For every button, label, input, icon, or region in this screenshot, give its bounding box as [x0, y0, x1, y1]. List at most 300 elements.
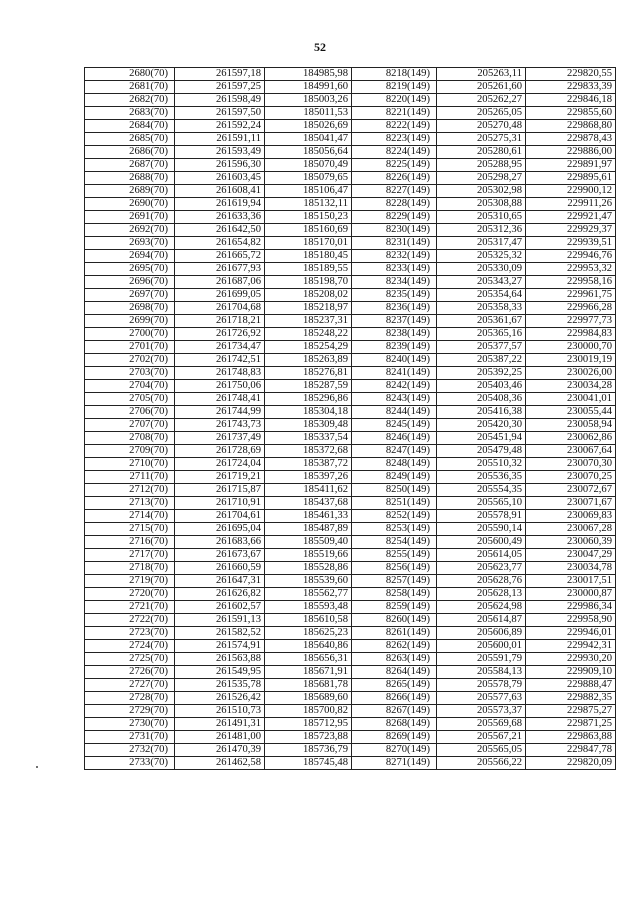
coord-y-a-cell: 185411,62 — [265, 484, 352, 497]
coord-y-b-cell: 229930,20 — [526, 653, 616, 666]
coord-y-a-cell: 185198,70 — [265, 276, 352, 289]
point-id-a-cell: 2685(70) — [85, 133, 175, 146]
point-id-a-cell: 2712(70) — [85, 484, 175, 497]
point-id-b-cell: 8252(149) — [352, 510, 437, 523]
point-id-a-cell: 2700(70) — [85, 328, 175, 341]
coord-x-a-cell: 261724,04 — [175, 458, 265, 471]
point-id-a-cell: 2717(70) — [85, 549, 175, 562]
coord-x-b-cell: 205510,32 — [437, 458, 526, 471]
point-id-a-cell: 2706(70) — [85, 406, 175, 419]
coord-x-b-cell: 205392,25 — [437, 367, 526, 380]
coord-y-a-cell: 185248,22 — [265, 328, 352, 341]
point-id-a-cell: 2709(70) — [85, 445, 175, 458]
table-row — [85, 744, 616, 757]
coord-x-a-cell: 261673,67 — [175, 549, 265, 562]
coord-x-b-cell: 205567,21 — [437, 731, 526, 744]
point-id-a-cell: 2698(70) — [85, 302, 175, 315]
point-id-a-cell: 2687(70) — [85, 159, 175, 172]
coord-x-b-cell: 205600,01 — [437, 640, 526, 653]
coord-y-a-cell: 185712,95 — [265, 718, 352, 731]
table-row — [85, 94, 616, 107]
point-id-a-cell: 2689(70) — [85, 185, 175, 198]
coord-x-a-cell: 261748,83 — [175, 367, 265, 380]
coord-x-b-cell: 205263,11 — [437, 68, 526, 81]
coord-y-b-cell: 229911,26 — [526, 198, 616, 211]
point-id-a-cell: 2714(70) — [85, 510, 175, 523]
table-row — [85, 406, 616, 419]
coord-x-a-cell: 261647,31 — [175, 575, 265, 588]
coord-x-a-cell: 261743,73 — [175, 419, 265, 432]
coord-y-b-cell: 229929,37 — [526, 224, 616, 237]
coord-y-b-cell: 230062,86 — [526, 432, 616, 445]
table-row — [85, 627, 616, 640]
point-id-b-cell: 8263(149) — [352, 653, 437, 666]
point-id-a-cell: 2729(70) — [85, 705, 175, 718]
table-row — [85, 458, 616, 471]
table-row — [85, 718, 616, 731]
coordinates-table-body — [85, 68, 616, 770]
table-row — [85, 614, 616, 627]
table-row — [85, 224, 616, 237]
coord-y-a-cell: 185079,65 — [265, 172, 352, 185]
coord-y-a-cell: 185519,66 — [265, 549, 352, 562]
coord-y-b-cell: 229900,12 — [526, 185, 616, 198]
table-row — [85, 328, 616, 341]
point-id-b-cell: 8251(149) — [352, 497, 437, 510]
point-id-b-cell: 8226(149) — [352, 172, 437, 185]
point-id-a-cell: 2713(70) — [85, 497, 175, 510]
coord-y-a-cell: 185296,86 — [265, 393, 352, 406]
coord-y-a-cell: 185287,59 — [265, 380, 352, 393]
table-row — [85, 562, 616, 575]
coord-x-b-cell: 205358,33 — [437, 302, 526, 315]
coord-x-b-cell: 205614,87 — [437, 614, 526, 627]
coord-x-a-cell: 261535,78 — [175, 679, 265, 692]
point-id-b-cell: 8219(149) — [352, 81, 437, 94]
coord-y-b-cell: 229953,32 — [526, 263, 616, 276]
table-row — [85, 81, 616, 94]
table-row — [85, 211, 616, 224]
coord-x-b-cell: 205377,57 — [437, 341, 526, 354]
table-row — [85, 419, 616, 432]
coord-y-a-cell: 185437,68 — [265, 497, 352, 510]
coord-y-b-cell: 229921,47 — [526, 211, 616, 224]
point-id-a-cell: 2718(70) — [85, 562, 175, 575]
point-id-b-cell: 8258(149) — [352, 588, 437, 601]
point-id-b-cell: 8254(149) — [352, 536, 437, 549]
point-id-a-cell: 2730(70) — [85, 718, 175, 731]
coord-y-b-cell: 229878,43 — [526, 133, 616, 146]
coord-x-b-cell: 205408,36 — [437, 393, 526, 406]
coord-y-a-cell: 185150,23 — [265, 211, 352, 224]
coord-y-b-cell: 230070,30 — [526, 458, 616, 471]
coord-x-a-cell: 261619,94 — [175, 198, 265, 211]
coord-y-b-cell: 229946,76 — [526, 250, 616, 263]
point-id-b-cell: 8256(149) — [352, 562, 437, 575]
coord-y-a-cell: 185237,31 — [265, 315, 352, 328]
table-row — [85, 549, 616, 562]
coord-x-a-cell: 261677,93 — [175, 263, 265, 276]
coord-y-b-cell: 230069,83 — [526, 510, 616, 523]
coord-x-b-cell: 205451,94 — [437, 432, 526, 445]
coord-x-a-cell: 261598,49 — [175, 94, 265, 107]
point-id-a-cell: 2728(70) — [85, 692, 175, 705]
table-row — [85, 757, 616, 770]
point-id-b-cell: 8242(149) — [352, 380, 437, 393]
coord-y-a-cell: 185723,88 — [265, 731, 352, 744]
point-id-a-cell: 2691(70) — [85, 211, 175, 224]
coord-x-a-cell: 261603,45 — [175, 172, 265, 185]
point-id-a-cell: 2722(70) — [85, 614, 175, 627]
coord-x-a-cell: 261462,58 — [175, 757, 265, 770]
coord-x-b-cell: 205302,98 — [437, 185, 526, 198]
coord-y-a-cell: 185056,64 — [265, 146, 352, 159]
coord-x-a-cell: 261602,57 — [175, 601, 265, 614]
page-number: 52 — [314, 40, 326, 54]
coord-x-b-cell: 205578,91 — [437, 510, 526, 523]
table-row — [85, 120, 616, 133]
coord-x-a-cell: 261699,05 — [175, 289, 265, 302]
coord-y-b-cell: 229891,97 — [526, 159, 616, 172]
coord-y-a-cell: 185170,01 — [265, 237, 352, 250]
coord-y-a-cell: 185011,53 — [265, 107, 352, 120]
table-row — [85, 68, 616, 81]
point-id-b-cell: 8269(149) — [352, 731, 437, 744]
coord-y-b-cell: 229958,90 — [526, 614, 616, 627]
coord-x-a-cell: 261596,30 — [175, 159, 265, 172]
table-row — [85, 497, 616, 510]
point-id-b-cell: 8225(149) — [352, 159, 437, 172]
point-id-a-cell: 2693(70) — [85, 237, 175, 250]
point-id-b-cell: 8271(149) — [352, 757, 437, 770]
point-id-b-cell: 8237(149) — [352, 315, 437, 328]
coord-x-b-cell: 205569,68 — [437, 718, 526, 731]
point-id-a-cell: 2724(70) — [85, 640, 175, 653]
coord-y-a-cell: 185132,11 — [265, 198, 352, 211]
coord-y-a-cell: 185372,68 — [265, 445, 352, 458]
coord-x-a-cell: 261597,25 — [175, 81, 265, 94]
point-id-b-cell: 8266(149) — [352, 692, 437, 705]
coord-y-b-cell: 229882,35 — [526, 692, 616, 705]
coord-y-a-cell: 185487,89 — [265, 523, 352, 536]
point-id-b-cell: 8250(149) — [352, 484, 437, 497]
coord-y-a-cell: 185745,48 — [265, 757, 352, 770]
point-id-b-cell: 8262(149) — [352, 640, 437, 653]
coord-x-a-cell: 261687,06 — [175, 276, 265, 289]
coord-x-a-cell: 261597,50 — [175, 107, 265, 120]
coord-y-b-cell: 230058,94 — [526, 419, 616, 432]
table-row — [85, 263, 616, 276]
point-id-b-cell: 8244(149) — [352, 406, 437, 419]
point-id-b-cell: 8233(149) — [352, 263, 437, 276]
point-id-a-cell: 2684(70) — [85, 120, 175, 133]
coord-x-a-cell: 261654,82 — [175, 237, 265, 250]
point-id-a-cell: 2683(70) — [85, 107, 175, 120]
point-id-a-cell: 2716(70) — [85, 536, 175, 549]
point-id-b-cell: 8236(149) — [352, 302, 437, 315]
point-id-b-cell: 8249(149) — [352, 471, 437, 484]
coord-y-b-cell: 230000,70 — [526, 341, 616, 354]
table-row — [85, 237, 616, 250]
coord-y-a-cell: 184991,60 — [265, 81, 352, 94]
coord-y-a-cell: 185700,82 — [265, 705, 352, 718]
coord-y-b-cell: 229986,34 — [526, 601, 616, 614]
point-id-b-cell: 8230(149) — [352, 224, 437, 237]
point-id-b-cell: 8218(149) — [352, 68, 437, 81]
coord-x-b-cell: 205565,10 — [437, 497, 526, 510]
coord-x-a-cell: 261582,52 — [175, 627, 265, 640]
coord-x-b-cell: 205330,09 — [437, 263, 526, 276]
point-id-b-cell: 8257(149) — [352, 575, 437, 588]
coord-x-a-cell: 261710,91 — [175, 497, 265, 510]
coord-y-b-cell: 229820,55 — [526, 68, 616, 81]
coord-y-a-cell: 185610,58 — [265, 614, 352, 627]
point-id-a-cell: 2705(70) — [85, 393, 175, 406]
coord-y-a-cell: 185189,55 — [265, 263, 352, 276]
table-row — [85, 575, 616, 588]
coord-x-b-cell: 205584,13 — [437, 666, 526, 679]
coord-y-a-cell: 185026,69 — [265, 120, 352, 133]
point-id-b-cell: 8229(149) — [352, 211, 437, 224]
coord-x-b-cell: 205270,48 — [437, 120, 526, 133]
point-id-a-cell: 2708(70) — [85, 432, 175, 445]
coord-x-a-cell: 261719,21 — [175, 471, 265, 484]
point-id-b-cell: 8239(149) — [352, 341, 437, 354]
point-id-b-cell: 8220(149) — [352, 94, 437, 107]
coord-x-a-cell: 261715,87 — [175, 484, 265, 497]
coord-x-b-cell: 205298,27 — [437, 172, 526, 185]
coord-y-a-cell: 185509,40 — [265, 536, 352, 549]
coord-y-b-cell: 229886,00 — [526, 146, 616, 159]
table-row — [85, 341, 616, 354]
coord-y-b-cell: 229833,39 — [526, 81, 616, 94]
coord-y-b-cell: 230055,44 — [526, 406, 616, 419]
point-id-b-cell: 8223(149) — [352, 133, 437, 146]
point-id-a-cell: 2681(70) — [85, 81, 175, 94]
coord-x-b-cell: 205566,22 — [437, 757, 526, 770]
table-row — [85, 289, 616, 302]
coord-y-b-cell: 230060,39 — [526, 536, 616, 549]
coord-x-b-cell: 205565,05 — [437, 744, 526, 757]
coord-x-a-cell: 261748,41 — [175, 393, 265, 406]
coord-y-a-cell: 185656,31 — [265, 653, 352, 666]
coord-y-a-cell: 185625,23 — [265, 627, 352, 640]
coord-y-b-cell: 229946,01 — [526, 627, 616, 640]
coord-y-b-cell: 229961,75 — [526, 289, 616, 302]
point-id-a-cell: 2686(70) — [85, 146, 175, 159]
coord-x-a-cell: 261470,39 — [175, 744, 265, 757]
table-row — [85, 588, 616, 601]
coord-x-b-cell: 205317,47 — [437, 237, 526, 250]
coord-x-b-cell: 205403,46 — [437, 380, 526, 393]
point-id-b-cell: 8240(149) — [352, 354, 437, 367]
coord-y-a-cell: 185671,91 — [265, 666, 352, 679]
coord-x-a-cell: 261665,72 — [175, 250, 265, 263]
table-row — [85, 731, 616, 744]
coord-y-b-cell: 230034,78 — [526, 562, 616, 575]
table-row — [85, 133, 616, 146]
coord-y-b-cell: 229895,61 — [526, 172, 616, 185]
coord-y-a-cell: 185461,33 — [265, 510, 352, 523]
coord-x-b-cell: 205578,79 — [437, 679, 526, 692]
coord-x-a-cell: 261626,82 — [175, 588, 265, 601]
coord-x-a-cell: 261660,59 — [175, 562, 265, 575]
coord-y-a-cell: 185254,29 — [265, 341, 352, 354]
coord-y-b-cell: 229868,80 — [526, 120, 616, 133]
point-id-a-cell: 2701(70) — [85, 341, 175, 354]
coord-y-b-cell: 229909,10 — [526, 666, 616, 679]
coord-y-b-cell: 229875,27 — [526, 705, 616, 718]
point-id-b-cell: 8238(149) — [352, 328, 437, 341]
point-id-b-cell: 8245(149) — [352, 419, 437, 432]
table-row — [85, 445, 616, 458]
coord-x-a-cell: 261491,31 — [175, 718, 265, 731]
coord-x-b-cell: 205536,35 — [437, 471, 526, 484]
coord-y-a-cell: 185309,48 — [265, 419, 352, 432]
point-id-a-cell: 2719(70) — [85, 575, 175, 588]
coord-y-b-cell: 230041,01 — [526, 393, 616, 406]
point-id-b-cell: 8247(149) — [352, 445, 437, 458]
table-row — [85, 380, 616, 393]
coord-x-b-cell: 205325,32 — [437, 250, 526, 263]
coord-y-a-cell: 185070,49 — [265, 159, 352, 172]
coord-y-b-cell: 229863,88 — [526, 731, 616, 744]
coord-x-a-cell: 261608,41 — [175, 185, 265, 198]
coord-x-a-cell: 261718,21 — [175, 315, 265, 328]
coord-y-b-cell: 230072,67 — [526, 484, 616, 497]
point-id-a-cell: 2720(70) — [85, 588, 175, 601]
table-row — [85, 601, 616, 614]
point-id-a-cell: 2732(70) — [85, 744, 175, 757]
coord-x-a-cell: 261728,69 — [175, 445, 265, 458]
point-id-b-cell: 8265(149) — [352, 679, 437, 692]
coord-x-b-cell: 205416,38 — [437, 406, 526, 419]
point-id-a-cell: 2699(70) — [85, 315, 175, 328]
point-id-b-cell: 8259(149) — [352, 601, 437, 614]
coord-x-b-cell: 205308,88 — [437, 198, 526, 211]
coord-y-b-cell: 229888,47 — [526, 679, 616, 692]
coord-x-b-cell: 205387,22 — [437, 354, 526, 367]
coord-y-a-cell: 185276,81 — [265, 367, 352, 380]
coord-y-a-cell: 185218,97 — [265, 302, 352, 315]
point-id-a-cell: 2696(70) — [85, 276, 175, 289]
point-id-b-cell: 8267(149) — [352, 705, 437, 718]
coord-x-b-cell: 205275,31 — [437, 133, 526, 146]
coord-y-a-cell: 185562,77 — [265, 588, 352, 601]
point-id-a-cell: 2692(70) — [85, 224, 175, 237]
coord-x-a-cell: 261726,92 — [175, 328, 265, 341]
point-id-a-cell: 2704(70) — [85, 380, 175, 393]
coord-x-b-cell: 205628,76 — [437, 575, 526, 588]
point-id-b-cell: 8253(149) — [352, 523, 437, 536]
coord-y-b-cell: 229939,51 — [526, 237, 616, 250]
coord-x-a-cell: 261549,95 — [175, 666, 265, 679]
coord-x-b-cell: 205590,14 — [437, 523, 526, 536]
coord-y-a-cell: 185208,02 — [265, 289, 352, 302]
table-row — [85, 523, 616, 536]
table-row — [85, 536, 616, 549]
point-id-a-cell: 2702(70) — [85, 354, 175, 367]
coord-x-b-cell: 205262,27 — [437, 94, 526, 107]
point-id-a-cell: 2690(70) — [85, 198, 175, 211]
point-id-b-cell: 8268(149) — [352, 718, 437, 731]
coordinates-table — [84, 67, 616, 770]
coord-x-b-cell: 205312,36 — [437, 224, 526, 237]
coord-y-b-cell: 230071,67 — [526, 497, 616, 510]
point-id-a-cell: 2695(70) — [85, 263, 175, 276]
point-id-b-cell: 8270(149) — [352, 744, 437, 757]
coord-y-a-cell: 185263,89 — [265, 354, 352, 367]
coord-y-a-cell: 185593,48 — [265, 601, 352, 614]
coord-y-b-cell: 229846,18 — [526, 94, 616, 107]
coord-x-a-cell: 261683,66 — [175, 536, 265, 549]
table-row — [85, 107, 616, 120]
coord-y-b-cell: 230019,19 — [526, 354, 616, 367]
coord-y-a-cell: 184985,98 — [265, 68, 352, 81]
table-row — [85, 250, 616, 263]
point-id-b-cell: 8228(149) — [352, 198, 437, 211]
table-row — [85, 393, 616, 406]
table-row — [85, 172, 616, 185]
coord-x-a-cell: 261695,04 — [175, 523, 265, 536]
coord-y-a-cell: 185539,60 — [265, 575, 352, 588]
coord-y-b-cell: 229871,25 — [526, 718, 616, 731]
table-row — [85, 315, 616, 328]
point-id-b-cell: 8261(149) — [352, 627, 437, 640]
coord-y-a-cell: 185337,54 — [265, 432, 352, 445]
coord-x-a-cell: 261592,24 — [175, 120, 265, 133]
coord-x-b-cell: 205479,48 — [437, 445, 526, 458]
coord-y-a-cell: 185640,86 — [265, 640, 352, 653]
table-row — [85, 276, 616, 289]
coord-x-a-cell: 261642,50 — [175, 224, 265, 237]
coord-y-b-cell: 229855,60 — [526, 107, 616, 120]
point-id-a-cell: 2707(70) — [85, 419, 175, 432]
point-id-b-cell: 8231(149) — [352, 237, 437, 250]
point-id-a-cell: 2682(70) — [85, 94, 175, 107]
point-id-b-cell: 8234(149) — [352, 276, 437, 289]
coord-y-a-cell: 185387,72 — [265, 458, 352, 471]
point-id-b-cell: 8255(149) — [352, 549, 437, 562]
point-id-a-cell: 2723(70) — [85, 627, 175, 640]
coord-x-a-cell: 261591,11 — [175, 133, 265, 146]
coord-y-a-cell: 185397,26 — [265, 471, 352, 484]
coord-x-a-cell: 261750,06 — [175, 380, 265, 393]
coord-y-b-cell: 229966,28 — [526, 302, 616, 315]
point-id-b-cell: 8248(149) — [352, 458, 437, 471]
table-row — [85, 367, 616, 380]
point-id-b-cell: 8241(149) — [352, 367, 437, 380]
coord-x-a-cell: 261591,13 — [175, 614, 265, 627]
coord-y-a-cell: 185003,26 — [265, 94, 352, 107]
point-id-a-cell: 2726(70) — [85, 666, 175, 679]
table-row — [85, 705, 616, 718]
point-id-b-cell: 8260(149) — [352, 614, 437, 627]
table-row — [85, 653, 616, 666]
table-row — [85, 510, 616, 523]
coord-y-a-cell: 185041,47 — [265, 133, 352, 146]
coord-x-b-cell: 205614,05 — [437, 549, 526, 562]
coord-y-b-cell: 229958,16 — [526, 276, 616, 289]
coord-x-b-cell: 205288,95 — [437, 159, 526, 172]
coord-x-b-cell: 205365,16 — [437, 328, 526, 341]
table-row — [85, 354, 616, 367]
coord-x-a-cell: 261704,68 — [175, 302, 265, 315]
coord-y-a-cell: 185106,47 — [265, 185, 352, 198]
coord-x-a-cell: 261597,18 — [175, 68, 265, 81]
point-id-b-cell: 8222(149) — [352, 120, 437, 133]
coord-x-b-cell: 205354,64 — [437, 289, 526, 302]
